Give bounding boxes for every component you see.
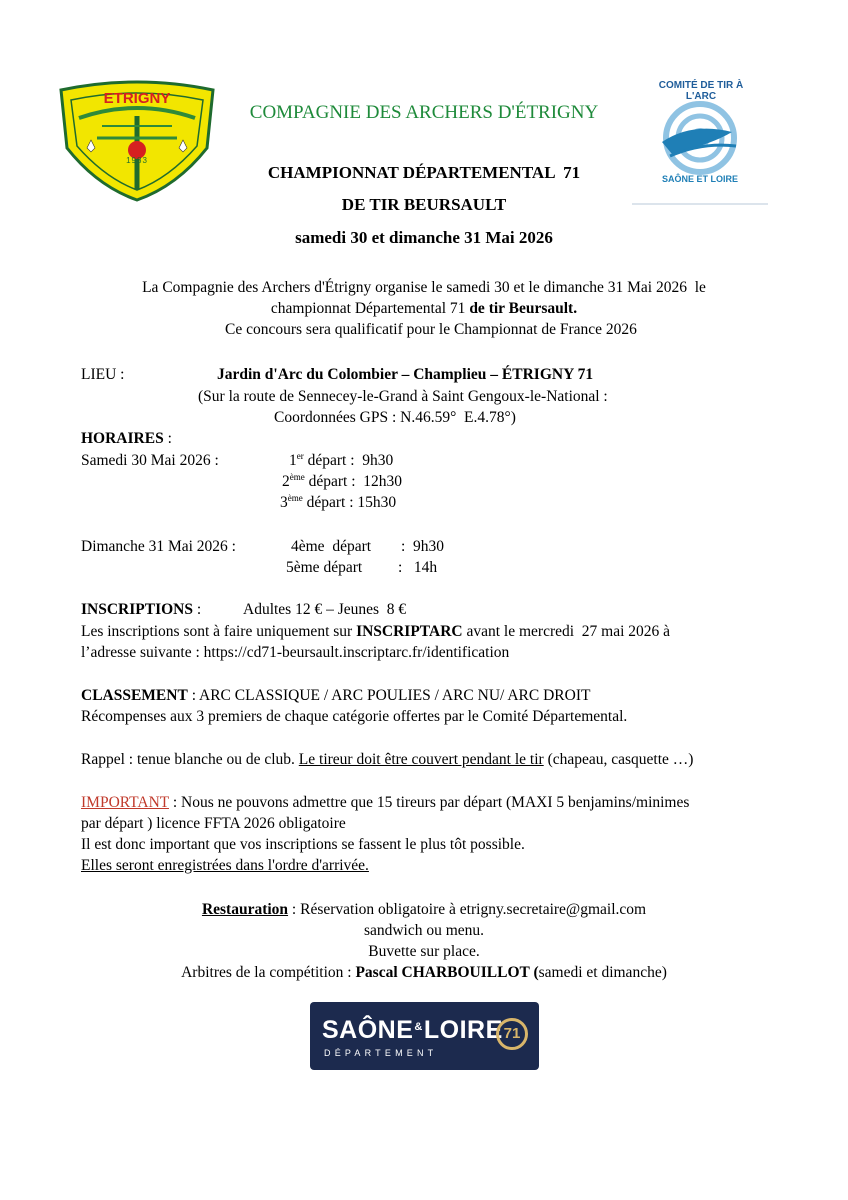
important-line-1	[81, 794, 689, 812]
arbitres-name: Pascal CHARBOUILLOT (	[355, 964, 539, 981]
sl-logo-line-2: DÉPARTEMENT	[324, 1048, 438, 1058]
comite-logo-title: COMITÉ DE TIR À L'ARC	[658, 80, 744, 102]
inscriptions-platform: INSCRIPTARC	[356, 623, 463, 640]
sun-depart-4: 4ème départ	[291, 538, 372, 555]
sat-depart-1-sup: er	[296, 451, 304, 461]
sl-logo-badge-number: 71	[503, 1025, 521, 1042]
sl-logo-saone: SAÔNE	[322, 1016, 414, 1044]
title-dates: samedi 30 et dimanche 31 Mai 2026	[295, 228, 553, 247]
sat-depart-2-num: 2	[282, 473, 290, 490]
lieu-route: (Sur la route de Sennecey-le-Grand à Saint Gengoux-le-National :	[198, 388, 608, 405]
sl-logo-line-1	[322, 1016, 503, 1045]
classement-line	[81, 687, 590, 705]
sat-depart-3	[280, 494, 396, 512]
comite-logo-region: SAÔNE ET LOIRE	[661, 174, 738, 184]
lieu-place: Jardin d'Arc du Colombier – Champlieu – ÉTRIGNY 71	[217, 366, 594, 383]
classement-label: CLASSEMENT	[81, 687, 188, 704]
inscriptions-heading	[81, 601, 201, 619]
inscriptions-line-1-a: Les inscriptions sont à faire uniquement sur	[81, 623, 357, 640]
inscriptions-line-1	[81, 623, 670, 641]
classement-rewards: Récompenses aux 3 premiers de chaque catégorie offertes par le Comité Départemental.	[81, 708, 628, 725]
saone-loire-departement-logo	[310, 1002, 539, 1070]
intro-line-3: Ce concours sera qualificatif pour le Championnat de France 2026	[225, 321, 637, 338]
intro-line-2-text: championnat Départemental 71	[270, 300, 470, 317]
sat-depart-3-sup: ème	[287, 493, 303, 503]
intro-line-2-bold: de tir Beursault.	[469, 300, 578, 317]
restauration-line-3: Buvette sur place.	[368, 943, 480, 960]
sl-logo-loire: LOIRE	[423, 1016, 503, 1044]
rappel-a: Rappel : tenue blanche ou de club.	[81, 751, 299, 768]
sunday-label: Dimanche 31 Mai 2026 :	[81, 538, 236, 555]
restauration-text: : Réservation obligatoire à etrigny.secretaire@gmail.com	[288, 901, 647, 918]
restauration-label: Restauration	[201, 901, 289, 918]
important-label: IMPORTANT	[81, 794, 169, 811]
important-line-4: Elles seront enregistrées dans l'ordre d'arrivée.	[81, 857, 369, 874]
horaires-label: HORAIRES	[81, 430, 164, 447]
horaires-heading	[81, 430, 172, 448]
sun-depart-5-time: : 14h	[398, 559, 438, 576]
intro-line-2	[0, 300, 848, 318]
inscriptions-prices: Adultes 12 € – Jeunes 8 €	[243, 601, 407, 618]
inscriptions-colon: :	[192, 601, 202, 618]
sat-depart-2-sup: ème	[289, 472, 305, 482]
important-line-2: par départ ) licence FFTA 2026 obligatoire	[81, 815, 346, 832]
inscriptions-line-1-c: avant le mercredi 27 mai 2026 à	[462, 623, 671, 640]
arbitres-a: Arbitres de la compétition :	[181, 964, 356, 981]
inscriptions-url-line[interactable]: l’adresse suivante : https://cd71-beursault.inscriptarc.fr/identification	[81, 644, 510, 661]
restauration-line-2: sandwich ou menu.	[363, 922, 485, 939]
etrigny-logo	[57, 78, 217, 202]
sl-logo-amp: &	[414, 1021, 423, 1033]
title-line-1: CHAMPIONNAT DÉPARTEMENTAL 71	[267, 163, 581, 182]
horaires-colon: :	[163, 430, 172, 447]
sat-depart-1-text: départ : 9h30	[303, 452, 394, 469]
sl-logo-badge-icon	[496, 1018, 528, 1050]
title-line-2: DE TIR BEURSAULT	[341, 195, 507, 214]
sun-depart-5: 5ème départ	[286, 559, 363, 576]
arbitres-line	[0, 964, 848, 982]
sat-depart-2-text: départ : 12h30	[304, 473, 403, 490]
important-text-1: : Nous ne pouvons admettre que 15 tireurs par départ (MAXI 5 benjamins/minimes	[168, 794, 690, 811]
rappel-underlined: Le tireur doit être couvert pendant le tir	[298, 751, 544, 768]
rappel-line	[81, 751, 693, 769]
rappel-c: (chapeau, casquette …)	[543, 751, 694, 768]
inscriptions-label: INSCRIPTIONS	[81, 601, 193, 618]
sat-depart-3-text: départ : 15h30	[302, 494, 397, 511]
etrigny-logo-year: 1983	[126, 156, 148, 165]
arbitres-c: samedi et dimanche)	[538, 964, 667, 981]
sun-depart-4-time: : 9h30	[401, 538, 445, 555]
important-line-3: Il est donc important que vos inscriptions se fassent le plus tôt possible.	[81, 836, 525, 853]
lieu-gps: Coordonnées GPS : N.46.59° E.4.78°)	[274, 409, 516, 426]
company-name: COMPAGNIE DES ARCHERS D'ÉTRIGNY	[249, 102, 599, 123]
sat-depart-1	[289, 452, 393, 470]
comite-logo	[632, 72, 768, 208]
sat-depart-2	[282, 473, 402, 491]
sat-depart-3-num: 3	[280, 494, 288, 511]
saturday-label: Samedi 30 Mai 2026 :	[81, 452, 219, 469]
sat-depart-1-num: 1	[289, 452, 297, 469]
etrigny-logo-name: ETRIGNY	[103, 90, 171, 107]
lieu-label: LIEU :	[81, 366, 125, 383]
classement-value: : ARC CLASSIQUE / ARC POULIES / ARC NU/ ARC DROIT	[187, 687, 591, 704]
intro-line-1: La Compagnie des Archers d'Étrigny organise le samedi 30 et le dimanche 31 Mai 2026 le	[142, 279, 706, 296]
restauration-line-1	[0, 901, 848, 919]
